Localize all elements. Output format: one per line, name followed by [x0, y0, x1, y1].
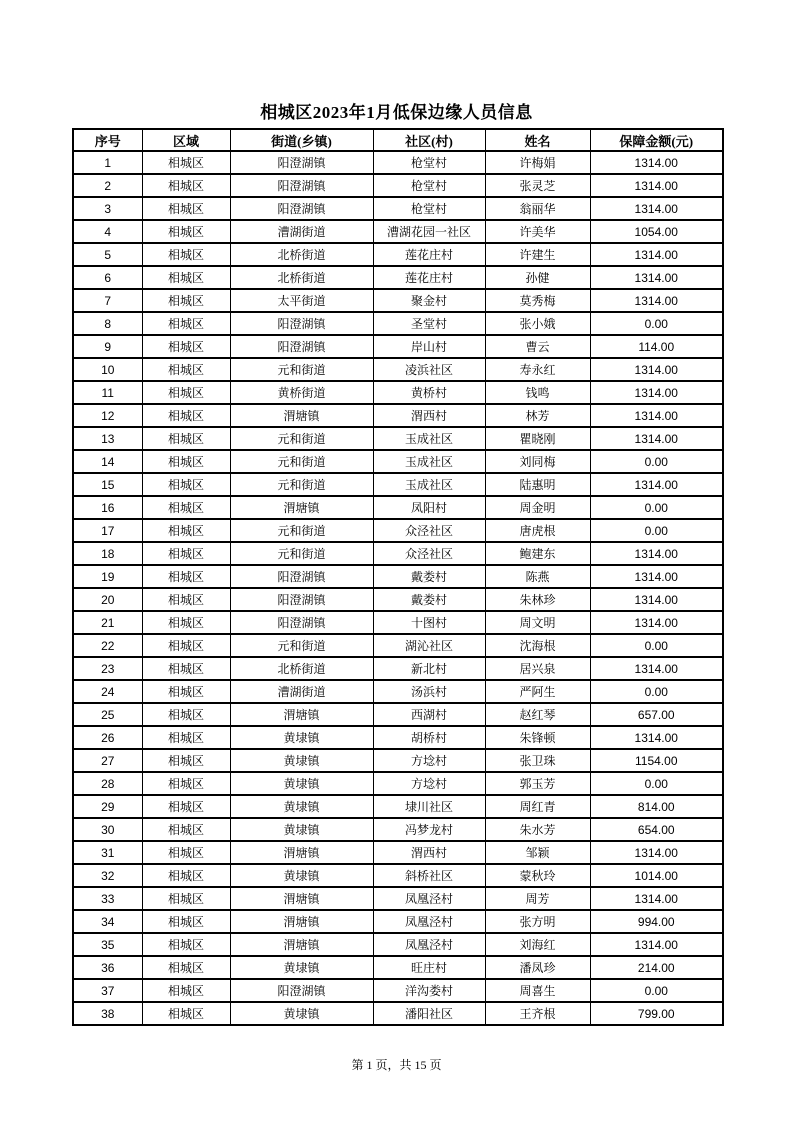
cell-street: 阳澄湖镇	[230, 611, 373, 634]
cell-index: 13	[73, 427, 142, 450]
header-row	[73, 129, 723, 151]
page-title: 相城区2023年1月低保边缘人员信息	[260, 103, 533, 122]
cell-region: 相城区	[142, 703, 230, 726]
cell-street: 渭塘镇	[230, 703, 373, 726]
cell-community: 漕湖花园一社区	[373, 220, 485, 243]
cell-community: 莲花庄村	[373, 243, 485, 266]
table-row	[73, 910, 723, 933]
cell-street: 黄埭镇	[230, 795, 373, 818]
cell-name: 刘同梅	[485, 450, 590, 473]
table-row	[73, 726, 723, 749]
cell-street: 北桥街道	[230, 266, 373, 289]
column-header: 序号	[73, 129, 142, 151]
table-row	[73, 519, 723, 542]
cell-street: 元和街道	[230, 427, 373, 450]
table-row	[73, 197, 723, 220]
cell-region: 相城区	[142, 634, 230, 657]
cell-region: 相城区	[142, 795, 230, 818]
cell-region: 相城区	[142, 404, 230, 427]
cell-community: 戴娄村	[373, 588, 485, 611]
cell-amount: 1314.00	[590, 887, 723, 910]
cell-region: 相城区	[142, 427, 230, 450]
cell-amount: 0.00	[590, 519, 723, 542]
table-row	[73, 381, 723, 404]
cell-region: 相城区	[142, 381, 230, 404]
cell-index: 31	[73, 841, 142, 864]
cell-community: 西湖村	[373, 703, 485, 726]
cell-community: 埭川社区	[373, 795, 485, 818]
cell-region: 相城区	[142, 542, 230, 565]
cell-amount: 1314.00	[590, 243, 723, 266]
cell-index: 26	[73, 726, 142, 749]
cell-street: 黄埭镇	[230, 818, 373, 841]
table-row	[73, 1002, 723, 1025]
cell-street: 渭塘镇	[230, 910, 373, 933]
cell-street: 阳澄湖镇	[230, 588, 373, 611]
cell-community: 方埝村	[373, 749, 485, 772]
cell-name: 鲍建东	[485, 542, 590, 565]
cell-street: 黄埭镇	[230, 1002, 373, 1025]
cell-name: 许建生	[485, 243, 590, 266]
cell-street: 渭塘镇	[230, 841, 373, 864]
cell-community: 玉成社区	[373, 473, 485, 496]
cell-region: 相城区	[142, 496, 230, 519]
page-number: 第 1 页，共 15 页	[351, 1058, 442, 1072]
table-row	[73, 772, 723, 795]
cell-name: 刘海红	[485, 933, 590, 956]
cell-name: 曹云	[485, 335, 590, 358]
cell-name: 周芳	[485, 887, 590, 910]
cell-street: 元和街道	[230, 473, 373, 496]
cell-index: 28	[73, 772, 142, 795]
cell-community: 枪堂村	[373, 197, 485, 220]
cell-region: 相城区	[142, 657, 230, 680]
table-row	[73, 312, 723, 335]
cell-community: 凤凰泾村	[373, 887, 485, 910]
cell-street: 渭塘镇	[230, 933, 373, 956]
table-row	[73, 634, 723, 657]
cell-region: 相城区	[142, 979, 230, 1002]
cell-index: 8	[73, 312, 142, 335]
cell-name: 张方明	[485, 910, 590, 933]
table-row	[73, 611, 723, 634]
cell-amount: 657.00	[590, 703, 723, 726]
cell-name: 莫秀梅	[485, 289, 590, 312]
cell-index: 35	[73, 933, 142, 956]
cell-street: 元和街道	[230, 542, 373, 565]
table-row	[73, 289, 723, 312]
cell-street: 太平街道	[230, 289, 373, 312]
cell-region: 相城区	[142, 611, 230, 634]
cell-name: 许美华	[485, 220, 590, 243]
cell-amount: 1314.00	[590, 381, 723, 404]
cell-community: 渭西村	[373, 841, 485, 864]
cell-street: 阳澄湖镇	[230, 979, 373, 1002]
cell-name: 周金明	[485, 496, 590, 519]
cell-region: 相城区	[142, 887, 230, 910]
cell-amount: 1314.00	[590, 611, 723, 634]
cell-region: 相城区	[142, 151, 230, 174]
table-row	[73, 979, 723, 1002]
cell-community: 圣堂村	[373, 312, 485, 335]
cell-name: 赵红琴	[485, 703, 590, 726]
cell-index: 34	[73, 910, 142, 933]
cell-street: 黄埭镇	[230, 864, 373, 887]
cell-index: 9	[73, 335, 142, 358]
cell-amount: 1314.00	[590, 841, 723, 864]
cell-name: 居兴泉	[485, 657, 590, 680]
cell-community: 黄桥村	[373, 381, 485, 404]
cell-region: 相城区	[142, 588, 230, 611]
cell-community: 斜桥社区	[373, 864, 485, 887]
cell-amount: 1314.00	[590, 358, 723, 381]
cell-index: 24	[73, 680, 142, 703]
table-row	[73, 266, 723, 289]
cell-index: 36	[73, 956, 142, 979]
cell-region: 相城区	[142, 749, 230, 772]
cell-region: 相城区	[142, 864, 230, 887]
cell-amount: 0.00	[590, 680, 723, 703]
cell-amount: 0.00	[590, 450, 723, 473]
table-row	[73, 542, 723, 565]
cell-region: 相城区	[142, 519, 230, 542]
table-row	[73, 450, 723, 473]
cell-community: 凌浜社区	[373, 358, 485, 381]
cell-community: 湖沁社区	[373, 634, 485, 657]
cell-name: 翁丽华	[485, 197, 590, 220]
cell-region: 相城区	[142, 1002, 230, 1025]
cell-index: 2	[73, 174, 142, 197]
table-row	[73, 220, 723, 243]
cell-street: 漕湖街道	[230, 680, 373, 703]
table-row	[73, 933, 723, 956]
table-row	[73, 404, 723, 427]
cell-community: 戴娄村	[373, 565, 485, 588]
cell-index: 12	[73, 404, 142, 427]
cell-amount: 0.00	[590, 979, 723, 1002]
cell-region: 相城区	[142, 680, 230, 703]
table-row	[73, 864, 723, 887]
cell-index: 16	[73, 496, 142, 519]
cell-street: 阳澄湖镇	[230, 312, 373, 335]
cell-index: 30	[73, 818, 142, 841]
cell-amount: 814.00	[590, 795, 723, 818]
cell-amount: 0.00	[590, 634, 723, 657]
cell-region: 相城区	[142, 266, 230, 289]
table-row	[73, 174, 723, 197]
cell-index: 17	[73, 519, 142, 542]
cell-community: 聚金村	[373, 289, 485, 312]
cell-street: 阳澄湖镇	[230, 565, 373, 588]
cell-name: 王齐根	[485, 1002, 590, 1025]
cell-amount: 1314.00	[590, 174, 723, 197]
table-row	[73, 588, 723, 611]
cell-name: 邹颖	[485, 841, 590, 864]
cell-community: 十图村	[373, 611, 485, 634]
cell-street: 渭塘镇	[230, 404, 373, 427]
cell-region: 相城区	[142, 933, 230, 956]
column-header: 社区(村)	[373, 129, 485, 151]
cell-region: 相城区	[142, 565, 230, 588]
cell-name: 张卫珠	[485, 749, 590, 772]
cell-index: 5	[73, 243, 142, 266]
cell-community: 凤凰泾村	[373, 933, 485, 956]
cell-community: 洋沟娄村	[373, 979, 485, 1002]
cell-index: 33	[73, 887, 142, 910]
table-row	[73, 749, 723, 772]
cell-street: 黄埭镇	[230, 956, 373, 979]
table-row	[73, 496, 723, 519]
cell-amount: 0.00	[590, 312, 723, 335]
cell-street: 元和街道	[230, 519, 373, 542]
table-body	[73, 151, 723, 1025]
cell-name: 张灵芝	[485, 174, 590, 197]
cell-index: 10	[73, 358, 142, 381]
cell-amount: 1314.00	[590, 542, 723, 565]
cell-amount: 1154.00	[590, 749, 723, 772]
cell-street: 黄埭镇	[230, 749, 373, 772]
cell-name: 朱锋顿	[485, 726, 590, 749]
cell-community: 渭西村	[373, 404, 485, 427]
cell-amount: 1314.00	[590, 933, 723, 956]
cell-community: 玉成社区	[373, 450, 485, 473]
table-row	[73, 956, 723, 979]
table-row	[73, 427, 723, 450]
cell-name: 朱水芳	[485, 818, 590, 841]
cell-name: 潘凤珍	[485, 956, 590, 979]
cell-amount: 1014.00	[590, 864, 723, 887]
cell-amount: 1054.00	[590, 220, 723, 243]
cell-region: 相城区	[142, 243, 230, 266]
cell-community: 冯梦龙村	[373, 818, 485, 841]
column-header: 保障金额(元)	[590, 129, 723, 151]
cell-name: 周红青	[485, 795, 590, 818]
cell-index: 32	[73, 864, 142, 887]
cell-index: 21	[73, 611, 142, 634]
cell-index: 19	[73, 565, 142, 588]
column-header: 区域	[142, 129, 230, 151]
cell-community: 方埝村	[373, 772, 485, 795]
cell-index: 3	[73, 197, 142, 220]
cell-name: 钱鸣	[485, 381, 590, 404]
cell-street: 阳澄湖镇	[230, 151, 373, 174]
cell-community: 潘阳社区	[373, 1002, 485, 1025]
cell-index: 27	[73, 749, 142, 772]
cell-region: 相城区	[142, 473, 230, 496]
cell-index: 15	[73, 473, 142, 496]
cell-region: 相城区	[142, 450, 230, 473]
cell-community: 凤阳村	[373, 496, 485, 519]
cell-amount: 114.00	[590, 335, 723, 358]
cell-name: 朱林珍	[485, 588, 590, 611]
cell-amount: 1314.00	[590, 266, 723, 289]
cell-community: 新北村	[373, 657, 485, 680]
cell-index: 7	[73, 289, 142, 312]
cell-street: 阳澄湖镇	[230, 335, 373, 358]
column-header: 街道(乡镇)	[230, 129, 373, 151]
cell-region: 相城区	[142, 726, 230, 749]
cell-street: 渭塘镇	[230, 887, 373, 910]
cell-street: 阳澄湖镇	[230, 197, 373, 220]
cell-name: 蒙秋玲	[485, 864, 590, 887]
cell-name: 周文明	[485, 611, 590, 634]
table-row	[73, 703, 723, 726]
table-row	[73, 680, 723, 703]
cell-amount: 1314.00	[590, 151, 723, 174]
cell-name: 许梅娟	[485, 151, 590, 174]
cell-name: 周喜生	[485, 979, 590, 1002]
cell-street: 黄埭镇	[230, 772, 373, 795]
table-row	[73, 887, 723, 910]
cell-index: 11	[73, 381, 142, 404]
table-row	[73, 841, 723, 864]
cell-name: 陈燕	[485, 565, 590, 588]
cell-name: 瞿晓刚	[485, 427, 590, 450]
table-row	[73, 243, 723, 266]
table-row	[73, 473, 723, 496]
cell-region: 相城区	[142, 956, 230, 979]
benefits-table	[72, 128, 724, 1026]
cell-amount: 1314.00	[590, 427, 723, 450]
cell-street: 渭塘镇	[230, 496, 373, 519]
cell-street: 北桥街道	[230, 243, 373, 266]
cell-street: 黄桥街道	[230, 381, 373, 404]
cell-name: 林芳	[485, 404, 590, 427]
cell-index: 4	[73, 220, 142, 243]
cell-region: 相城区	[142, 772, 230, 795]
cell-index: 37	[73, 979, 142, 1002]
cell-index: 14	[73, 450, 142, 473]
cell-amount: 1314.00	[590, 289, 723, 312]
cell-community: 众泾社区	[373, 519, 485, 542]
cell-street: 黄埭镇	[230, 726, 373, 749]
cell-region: 相城区	[142, 910, 230, 933]
column-header: 姓名	[485, 129, 590, 151]
cell-street: 元和街道	[230, 634, 373, 657]
cell-amount: 1314.00	[590, 657, 723, 680]
cell-region: 相城区	[142, 312, 230, 335]
cell-index: 23	[73, 657, 142, 680]
cell-name: 寿永红	[485, 358, 590, 381]
cell-amount: 1314.00	[590, 588, 723, 611]
cell-community: 枪堂村	[373, 151, 485, 174]
cell-community: 众泾社区	[373, 542, 485, 565]
cell-region: 相城区	[142, 818, 230, 841]
cell-index: 18	[73, 542, 142, 565]
cell-amount: 1314.00	[590, 473, 723, 496]
cell-region: 相城区	[142, 197, 230, 220]
cell-index: 38	[73, 1002, 142, 1025]
cell-region: 相城区	[142, 841, 230, 864]
cell-index: 29	[73, 795, 142, 818]
cell-street: 元和街道	[230, 358, 373, 381]
cell-amount: 1314.00	[590, 404, 723, 427]
cell-region: 相城区	[142, 289, 230, 312]
table-row	[73, 818, 723, 841]
cell-amount: 654.00	[590, 818, 723, 841]
cell-index: 6	[73, 266, 142, 289]
cell-index: 20	[73, 588, 142, 611]
cell-name: 郭玉芳	[485, 772, 590, 795]
cell-name: 唐虎根	[485, 519, 590, 542]
cell-community: 玉成社区	[373, 427, 485, 450]
cell-amount: 1314.00	[590, 726, 723, 749]
cell-name: 严阿生	[485, 680, 590, 703]
cell-amount: 0.00	[590, 496, 723, 519]
cell-region: 相城区	[142, 358, 230, 381]
table-row	[73, 657, 723, 680]
cell-street: 北桥街道	[230, 657, 373, 680]
cell-community: 枪堂村	[373, 174, 485, 197]
cell-name: 张小娥	[485, 312, 590, 335]
cell-index: 22	[73, 634, 142, 657]
table-row	[73, 151, 723, 174]
cell-region: 相城区	[142, 174, 230, 197]
table-row	[73, 565, 723, 588]
cell-community: 胡桥村	[373, 726, 485, 749]
cell-name: 陆惠明	[485, 473, 590, 496]
table-row	[73, 358, 723, 381]
cell-community: 岸山村	[373, 335, 485, 358]
cell-region: 相城区	[142, 335, 230, 358]
cell-amount: 799.00	[590, 1002, 723, 1025]
cell-index: 25	[73, 703, 142, 726]
cell-name: 孙健	[485, 266, 590, 289]
cell-community: 莲花庄村	[373, 266, 485, 289]
cell-street: 阳澄湖镇	[230, 174, 373, 197]
cell-amount: 1314.00	[590, 565, 723, 588]
cell-community: 凤凰泾村	[373, 910, 485, 933]
cell-community: 旺庄村	[373, 956, 485, 979]
cell-name: 沈海根	[485, 634, 590, 657]
table-row	[73, 335, 723, 358]
cell-amount: 1314.00	[590, 197, 723, 220]
cell-index: 1	[73, 151, 142, 174]
cell-community: 汤浜村	[373, 680, 485, 703]
cell-amount: 214.00	[590, 956, 723, 979]
cell-region: 相城区	[142, 220, 230, 243]
cell-amount: 0.00	[590, 772, 723, 795]
cell-amount: 994.00	[590, 910, 723, 933]
cell-street: 漕湖街道	[230, 220, 373, 243]
cell-street: 元和街道	[230, 450, 373, 473]
table-row	[73, 795, 723, 818]
